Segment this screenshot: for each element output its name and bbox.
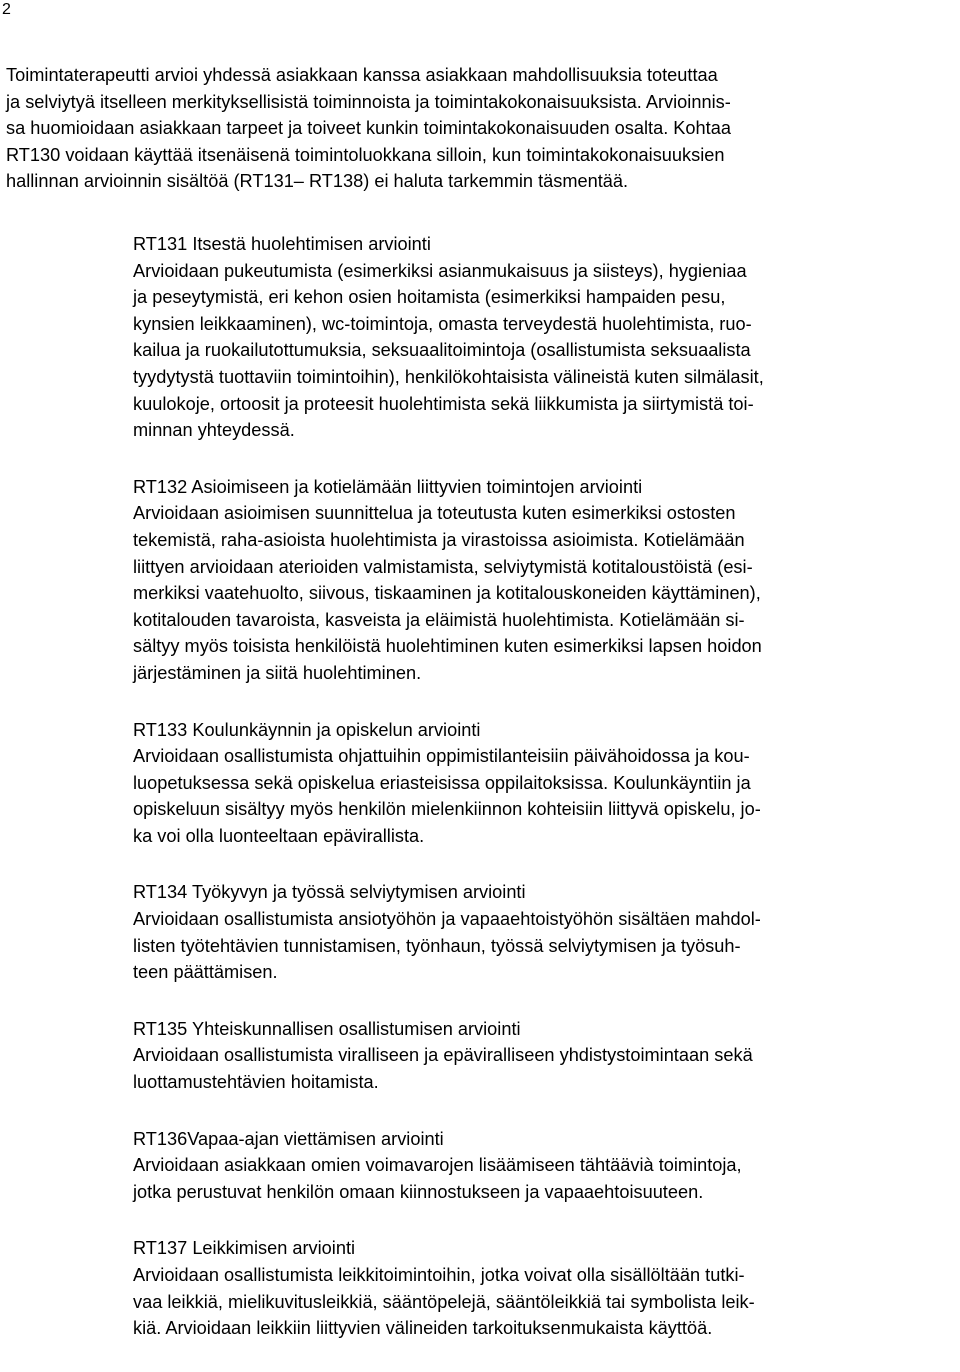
section-rt131: [133, 231, 959, 444]
section-line: Arvioidaan pukeutumista (esimerkiksi asianmukaisuus ja siisteys), hygieniaa: [133, 260, 747, 281]
section-line: luottamustehtävien hoitamista.: [133, 1072, 379, 1093]
section-line: jotka perustuvat henkilön omaan kiinnostukseen ja vapaaehtoisuuteen.: [133, 1181, 704, 1202]
section-rt136: [133, 1126, 959, 1206]
page-number: 2: [2, 1, 11, 18]
intro-line: hallinnan arvioinnin sisältöä (RT131– RT138) ei haluta tarkemmin täsmentää.: [6, 171, 629, 192]
section-line: Arvioidaan asioimisen suunnittelua ja toteutusta kuten esimerkiksi ostosten: [133, 503, 736, 524]
intro-paragraph: [6, 62, 956, 195]
intro-line: RT130 voidaan käyttää itsenäisenä toimintoluokkana silloin, kun toimintakokonaisuuksien: [6, 144, 725, 165]
section-body: [133, 1042, 959, 1095]
section-line: opiskeluun sisältyy myös henkilön mielenkiinnon kohteisiin liittyvä opiskelu, jo-: [133, 799, 761, 820]
section-line: sältyy myös toisista henkilöistä huolehtiminen kuten esimerkiksi lapsen hoidon: [133, 636, 762, 657]
intro-line: sa huomioidaan asiakkaan tarpeet ja toiveet kunkin toimintakokonaisuuden osalta. Kohtaa: [6, 118, 731, 139]
section-line: merkiksi vaatehuolto, siivous, tiskaaminen ja kotitalouskoneiden käyttäminen),: [133, 583, 761, 604]
section-line: kotitalouden tavaroista, kasveista ja eläimistä huolehtimista. Kotielämään si-: [133, 609, 745, 630]
section-line: Arvioidaan osallistumista ansiotyöhön ja vapaaehtoistyöhön sisältäen mahdol-: [133, 909, 761, 930]
section-line: Arvioidaan osallistumista viralliseen ja epäviralliseen yhdistystoimintaan sekä: [133, 1045, 753, 1066]
section-rt133: [133, 717, 959, 850]
section-body: [133, 743, 959, 849]
section-line: vaa leikkiä, mielikuvitusleikkiä, sääntöpelejä, sääntöleikkiä tai symbolista leik-: [133, 1291, 755, 1312]
section-line: Arvioidaan asiakkaan omien voimavarojen lisäämiseen tähtäävià toimintoja,: [133, 1155, 742, 1176]
section-line: listen työtehtävien tunnistamisen, työnhaun, työssä selviytymisen ja työsuh-: [133, 935, 741, 956]
section-line: kuulokoje, ortoosit ja proteesit huolehtimista sekä liikkumista ja siirtymistä toi-: [133, 393, 754, 414]
section-line: luopetuksessa sekä opiskelua eriasteisissa oppilaitoksissa. Koulunkäyntiin ja: [133, 772, 751, 793]
section-body: [133, 500, 959, 686]
section-rt132: [133, 474, 959, 687]
section-line: Arvioidaan osallistumista leikkitoimintoihin, jotka voivat olla sisällöltään tutki-: [133, 1265, 745, 1285]
section-title: RT133 Koulunkäynnin ja opiskelun arviointi: [133, 719, 481, 740]
section-title: RT136Vapaa-ajan viettämisen arviointi: [133, 1128, 444, 1149]
section-line: minnan yhteydessä.: [133, 420, 295, 441]
section-body: [133, 1152, 959, 1205]
section-line: kailua ja ruokailutottumuksia, seksuaalitoimintoja (osallistumista seksuaalista: [133, 340, 751, 361]
section-title: RT132 Asioimiseen ja kotielämään liittyvien toimintojen arviointi: [133, 476, 643, 497]
section-line: kiä. Arvioidaan leikkiin liittyvien välineiden tarkoituksenmukaista käyttöä.: [133, 1318, 713, 1339]
section-line: järjestäminen ja siitä huolehtiminen.: [133, 662, 422, 683]
section-line: ka voi olla luonteeltaan epävirallista.: [133, 825, 425, 846]
section-body: [133, 1262, 959, 1342]
section-rt134: [133, 879, 959, 985]
section-line: tyydytystä tuottaviin toimintoihin), henkilökohtaisista välineistä kuten silmälasit,: [133, 366, 764, 387]
section-line: tekemistä, raha-asioista huolehtimista ja virastoissa asioimista. Kotielämään: [133, 529, 745, 550]
section-rt137: [133, 1235, 959, 1341]
assessment-sections: [133, 231, 959, 1372]
section-rt135: [133, 1016, 959, 1096]
section-line: ja peseytymistä, eri kehon osien hoitamista (esimerkiksi hampaiden pesu,: [133, 287, 726, 308]
intro-line: ja selviytyä itselleen merkityksellisistä toiminnoista ja toimintakokonaisuuksista. Arvioinnis-: [6, 91, 731, 112]
section-title: RT135 Yhteiskunnallisen osallistumisen arviointi: [133, 1018, 521, 1039]
section-body: [133, 906, 959, 986]
section-line: liittyen arvioidaan aterioiden valmistamista, selviytymistä kotitaloustöistä (esi-: [133, 556, 753, 577]
section-line: teen päättämisen.: [133, 962, 278, 983]
section-line: kynsien leikkaaminen), wc-toimintoja, omasta terveydestä huolehtimista, ruo-: [133, 313, 752, 334]
intro-line: Toimintaterapeutti arvioi yhdessä asiakkaan kanssa asiakkaan mahdollisuuksia toteuttaa: [6, 65, 718, 85]
section-title: RT131 Itsestä huolehtimisen arviointi: [133, 234, 431, 254]
section-body: [133, 258, 959, 444]
section-title: RT137 Leikkimisen arviointi: [133, 1238, 356, 1259]
section-line: Arvioidaan osallistumista ohjattuihin oppimistilanteisiin päivähoidossa ja kou-: [133, 746, 750, 767]
section-title: RT134 Työkyvyn ja työssä selviytymisen arviointi: [133, 882, 526, 903]
